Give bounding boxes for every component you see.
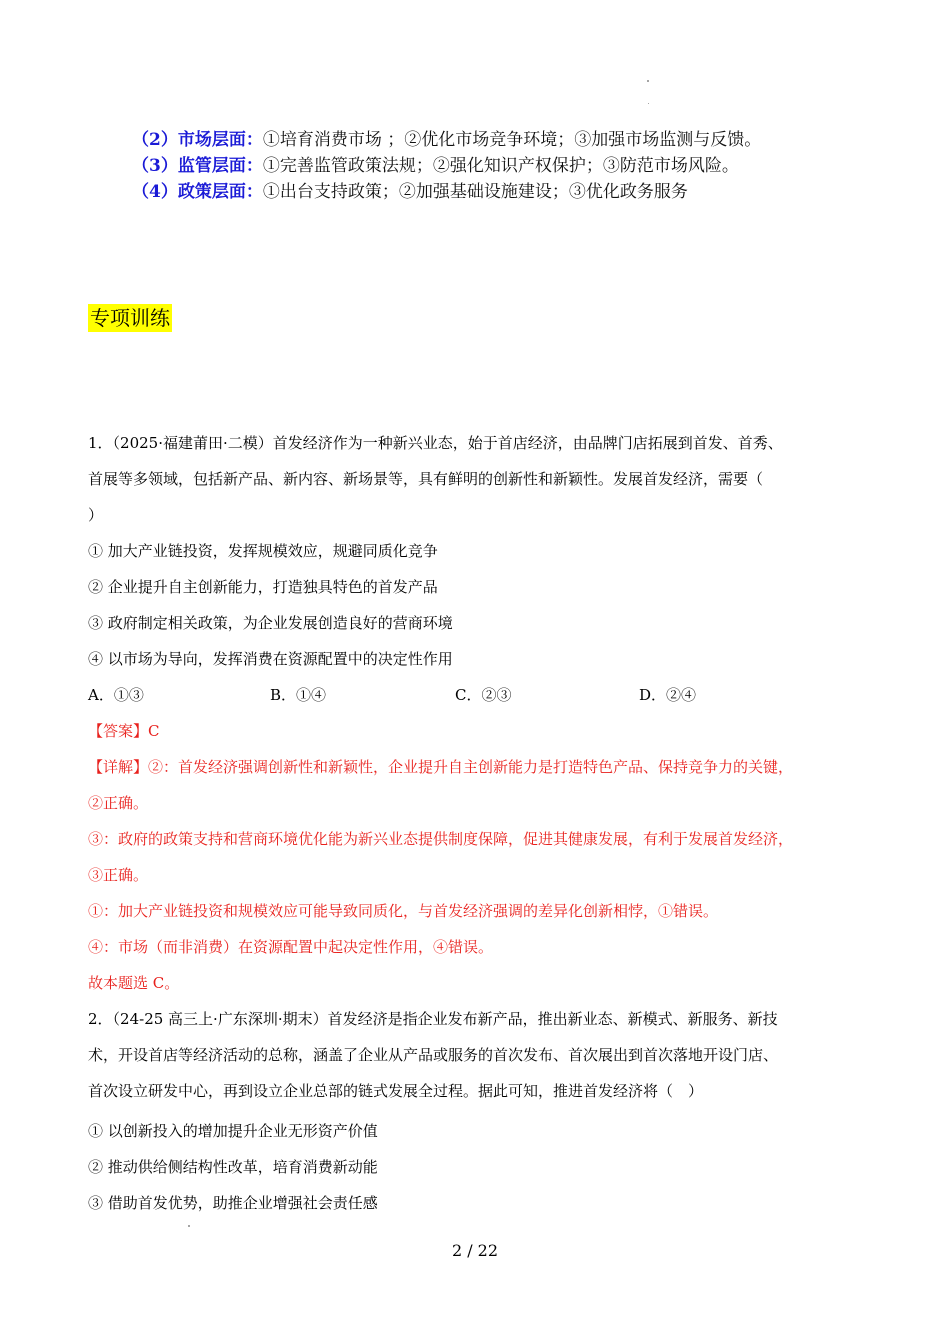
page-number: 2 / 22 [451,1241,499,1260]
layer-line-policy [132,180,688,205]
q1-stem-line: ） [88,506,104,524]
layer-number: （2） [132,130,178,150]
section-title: 专项训练 [90,306,170,330]
layer-heading: 市场层面： [177,130,263,150]
q2-stem-line: 术，开设首店等经济活动的总称，涵盖了企业从产品或服务的首次发布、首次展出到首次落地开设门店、 [88,1046,779,1064]
q2-item: ③ 借助首发优势，助推企业增强社会责任感 [88,1194,378,1212]
q1-item: ① 加大产业链投资，发挥规模效应，规避同质化竞争 [88,542,438,560]
speck-mark [648,103,649,104]
q1-detail-line: ④：市场（而非消费）在资源配置中起决定性作用，④错误。 [88,938,494,956]
layer-heading: 监管层面： [177,156,263,176]
layer-number: （3） [132,156,178,176]
q1-item: ④ 以市场为导向，发挥消费在资源配置中的决定性作用 [88,650,453,668]
speck-mark [188,1225,190,1227]
q1-stem-line: 首展等多领域，包括新产品、新内容、新场景等，具有鲜明的创新性和新颖性。发展首发经济，需要（ [88,470,764,488]
q1-detail-line: ②正确。 [88,794,149,812]
layer-heading: 政策层面： [177,182,263,202]
layer-number: （4） [132,182,178,202]
q1-stem-line: 1．（2025·福建莆田·二模）首发经济作为一种新兴业态，始于首店经济，由品牌门店拓展到首发、首秀、 [88,434,783,452]
q1-detail-line: ③：政府的政策支持和营商环境优化能为新兴业态提供制度保障，促进其健康发展，有利于发展首发经济， [88,830,794,848]
q2-item: ① 以创新投入的增加提升企业无形资产价值 [88,1122,378,1140]
q1-detail-line: ③正确。 [88,866,149,884]
q1-options [88,684,788,706]
layer-line-regulation [132,154,739,179]
option-d: D．②④ [639,686,697,704]
layer-body: ①出台支持政策；②加强基础设施建设；③优化政务服务 [262,182,688,202]
speck-mark [647,80,649,82]
q1-answer: 【答案】C [88,722,160,740]
option-a: A．①③ [88,686,144,704]
q2-item: ② 推动供给侧结构性改革，培育消费新动能 [88,1158,378,1176]
q1-conclusion: 故本题选 C。 [88,974,180,992]
q1-detail-line: 【详解】②：首发经济强调创新性和新颖性，企业提升自主创新能力是打造特色产品、保持竞争力的关键， [88,758,794,776]
layer-body: ①完善监管政策法规；②强化知识产权保护；③防范市场风险。 [262,156,739,176]
q2-stem-line: 首次设立研发中心，再到设立企业总部的链式发展全过程。据此可知，推进首发经济将（ ） [88,1082,704,1100]
q1-detail-line: ①：加大产业链投资和规模效应可能导致同质化，与首发经济强调的差异化创新相悖，①错误。 [88,902,719,920]
q2-stem-line: 2．（24-25 高三上·广东深圳·期末）首发经济是指企业发布新产品，推出新业态、新模式、新服务、新技 [88,1010,778,1028]
option-b: B．①④ [270,686,327,704]
q1-item: ② 企业提升自主创新能力，打造独具特色的首发产品 [88,578,438,596]
q1-item: ③ 政府制定相关政策，为企业发展创造良好的营商环境 [88,614,453,632]
layer-body: ①培育消费市场 ；②优化市场竞争环境；③加强市场监测与反馈。 [262,130,762,150]
option-c: C．②③ [455,686,512,704]
layer-line-market [132,128,761,153]
